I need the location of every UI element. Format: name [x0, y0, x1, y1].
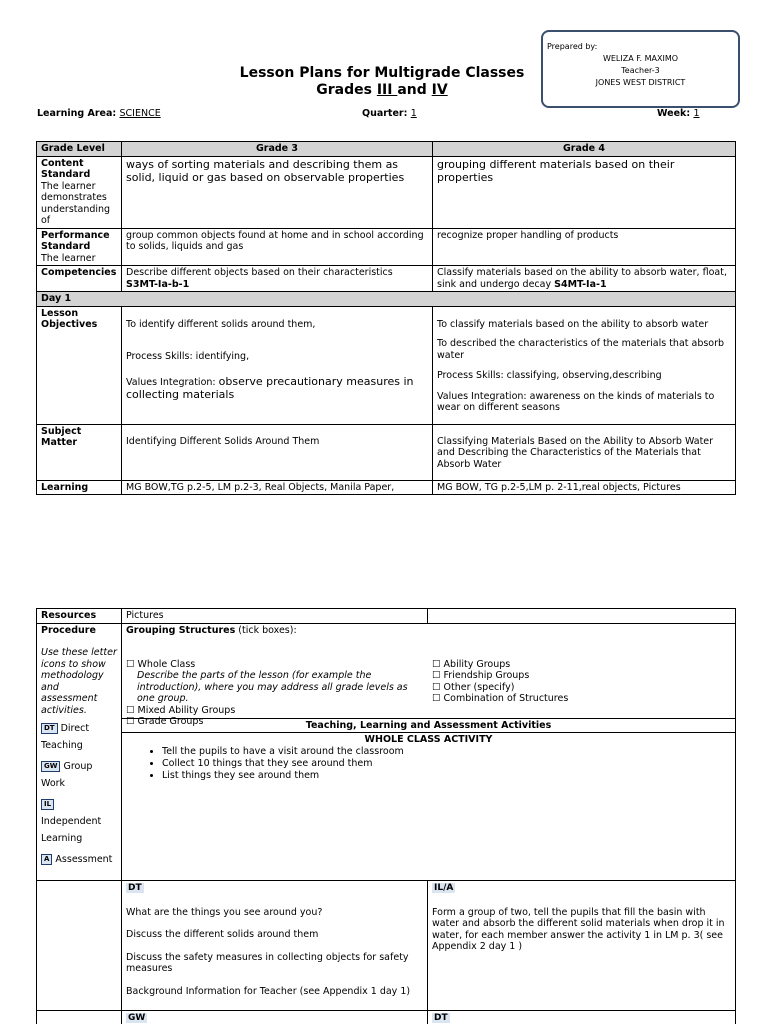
learning-area: Learning Area: SCIENCE — [37, 108, 161, 119]
learning-area-value: SCIENCE — [119, 108, 161, 119]
gw-icon: GW — [41, 761, 60, 772]
learning-g4: MG BOW, TG p.2-5,LM p. 2-11,real objects, Pictures — [433, 480, 736, 495]
objective-g4-2: To described the characteristics of the materials that absorb water — [437, 338, 725, 361]
list-item: • List things they see around them — [162, 770, 731, 782]
activity-g3-1: What are the things you see around you? — [126, 906, 323, 918]
competency-g4-text: Classify materials based on the ability to absorb water, float, sink and undergo decay — [437, 267, 727, 290]
week-value: 1 — [693, 108, 700, 119]
content-standard-label: Content Standard — [41, 157, 91, 180]
resources-label: Resources — [37, 609, 122, 624]
resources-row — [37, 609, 736, 624]
il-a-icon: IL/A — [434, 883, 454, 893]
dt-icon: DT — [41, 723, 58, 734]
grade-a: III — [376, 82, 398, 98]
performance-standard-label: Performance Standard — [41, 229, 110, 252]
prepared-by-box — [541, 30, 740, 108]
a-icon: A — [41, 854, 52, 865]
option-combination[interactable]: ☐ Combination of Structures — [432, 693, 569, 704]
subject-matter-row — [37, 424, 736, 480]
dt-icon: DT — [434, 1013, 448, 1023]
resources-g4 — [428, 609, 736, 624]
grouping-left-options — [126, 659, 421, 728]
option-other[interactable]: ☐ Other (specify) — [432, 681, 515, 693]
list-item: • Collect 10 things that they see around them — [162, 758, 731, 770]
option-whole-class[interactable]: ☐ Whole Class — [126, 658, 196, 670]
day-label: Day 1 — [37, 292, 736, 307]
list-item: • Tell the pupils to have a visit around the classroom — [162, 746, 731, 758]
teacher-district: JONES WEST DISTRICT — [595, 78, 686, 87]
legend-direct-teaching: DT Direct Teaching — [41, 723, 90, 751]
whole-class-description: Describe the parts of the lesson (for example the introduction), where you may address all grade levels as one group. — [137, 670, 408, 704]
header-grade-level: Grade Level — [37, 142, 122, 157]
option-friendship-groups[interactable]: ☐ Friendship Groups — [432, 670, 530, 681]
learning-label: Learning — [37, 480, 122, 495]
objective-g3: To identify different solids around them, — [126, 318, 316, 330]
day-row — [37, 292, 736, 307]
content-standard-g3: ways of sorting materials and describing them as solid, liquid or gas based on observable properties — [122, 156, 433, 228]
competency-g3-text: Describe different objects based on their characteristics — [126, 267, 393, 278]
objective-g4-1: To classify materials based on the ability to absorb water — [437, 318, 709, 330]
subject-matter-g4: Classifying Materials Based on the Ability to Absorb Water and Describing the Characteristics of the Materials that Absorb Water — [437, 435, 714, 470]
page-title — [222, 65, 542, 99]
subject-matter-label: Subject Matter — [37, 424, 122, 480]
option-mixed-ability[interactable]: ☐ Mixed Ability Groups — [126, 704, 236, 716]
activities-row — [37, 881, 736, 1011]
header-row — [37, 142, 736, 157]
option-ability-groups[interactable]: ☐ Ability Groups — [432, 658, 511, 670]
whole-class-row — [37, 733, 736, 881]
teacher-name: WELIZA F. MAXIMO — [602, 54, 679, 63]
title-line-1: Lesson Plans for Multigrade Classes — [239, 65, 525, 81]
values-g3: Values Integration: observe precautionary measures in collecting materials — [126, 374, 414, 401]
performance-standard-note: The learner — [41, 252, 96, 264]
legend-group-work: GW Group Work — [41, 761, 93, 789]
values-g4: Values Integration: awareness on the kinds of materials to wear on different seasons — [437, 390, 715, 413]
content-standard-g4: grouping different materials based on their properties — [433, 156, 736, 228]
subject-matter-g3: Identifying Different Solids Around Them — [126, 435, 320, 447]
process-skills-g3: Process Skills: identifying, — [126, 351, 250, 362]
performance-standard-row — [37, 228, 736, 266]
resources-g3: Pictures — [122, 609, 428, 624]
learning-g3: MG BOW,TG p.2-5, LM p.2-3, Real Objects, Manila Paper, — [122, 480, 433, 495]
whole-class-list — [162, 746, 731, 782]
header-grade-4: Grade 4 — [433, 142, 736, 157]
option-grade-groups[interactable]: ☐ Grade Groups — [126, 716, 204, 727]
procedure-row — [37, 623, 736, 718]
legend-independent-learning: ILIndependent Learning — [41, 800, 102, 844]
whole-class-heading: WHOLE CLASS ACTIVITY — [364, 734, 493, 745]
tla-heading: Teaching, Learning and Assessment Activities — [122, 718, 736, 733]
competencies-row — [37, 266, 736, 292]
process-skills-g4: Process Skills: classifying, observing,describing — [437, 370, 662, 381]
legend-assessment: A Assessment — [41, 851, 117, 868]
activity-g3-4: Background Information for Teacher (see Appendix 1 day 1) — [126, 985, 411, 997]
dt-icon: DT — [128, 883, 142, 893]
prepared-by-label: Prepared by: — [547, 42, 598, 51]
performance-standard-g4: recognize proper handling of products — [433, 228, 736, 266]
activity-g3-3: Discuss the safety measures in collecting objects for safety measures — [126, 951, 409, 974]
title-line-2: Grades III and IV — [316, 82, 448, 98]
next-activities-row — [37, 1011, 736, 1024]
methodology-legend — [41, 720, 117, 868]
content-standard-row — [37, 156, 736, 228]
procedure-note: Use these letter icons to show methodology and assessment activities. — [41, 647, 117, 716]
week: Week: 1 — [657, 108, 700, 119]
lesson-plan-table-top — [36, 141, 736, 495]
gw-icon: GW — [128, 1013, 146, 1023]
competencies-label: Competencies — [37, 266, 122, 292]
activity-g3-2: Discuss the different solids around them — [126, 929, 319, 940]
objectives-label: Lesson Objectives — [37, 306, 122, 424]
header-grade-3: Grade 3 — [122, 142, 433, 157]
lesson-plan-table-bottom — [36, 608, 736, 1024]
competency-g4-code: S4MT-Ia-1 — [554, 278, 607, 290]
grouping-heading: Grouping Structures (tick boxes): — [126, 624, 297, 636]
performance-standard-g3: group common objects found at home and in school according to solids, liquids and gas — [122, 228, 433, 266]
procedure-label: Procedure — [41, 624, 96, 636]
competency-g3-code: S3MT-Ia-b-1 — [126, 278, 190, 290]
content-standard-note: The learner demonstrates understanding of — [41, 180, 111, 226]
quarter-value: 1 — [410, 108, 417, 119]
objectives-row — [37, 306, 736, 424]
il-icon: IL — [41, 799, 54, 810]
learning-row — [37, 480, 736, 495]
activity-g4: Form a group of two, tell the pupils that fill the basin with water and absorb the different solid materials when drop it in water, for each member answer the activity 1 in LM p. 3( see Appendix 2 day 1 ) — [432, 906, 725, 952]
teacher-position: Teacher-3 — [621, 66, 660, 75]
grade-b: IV — [431, 82, 448, 98]
quarter: Quarter: 1 — [362, 108, 417, 119]
grouping-right-options — [432, 659, 722, 705]
